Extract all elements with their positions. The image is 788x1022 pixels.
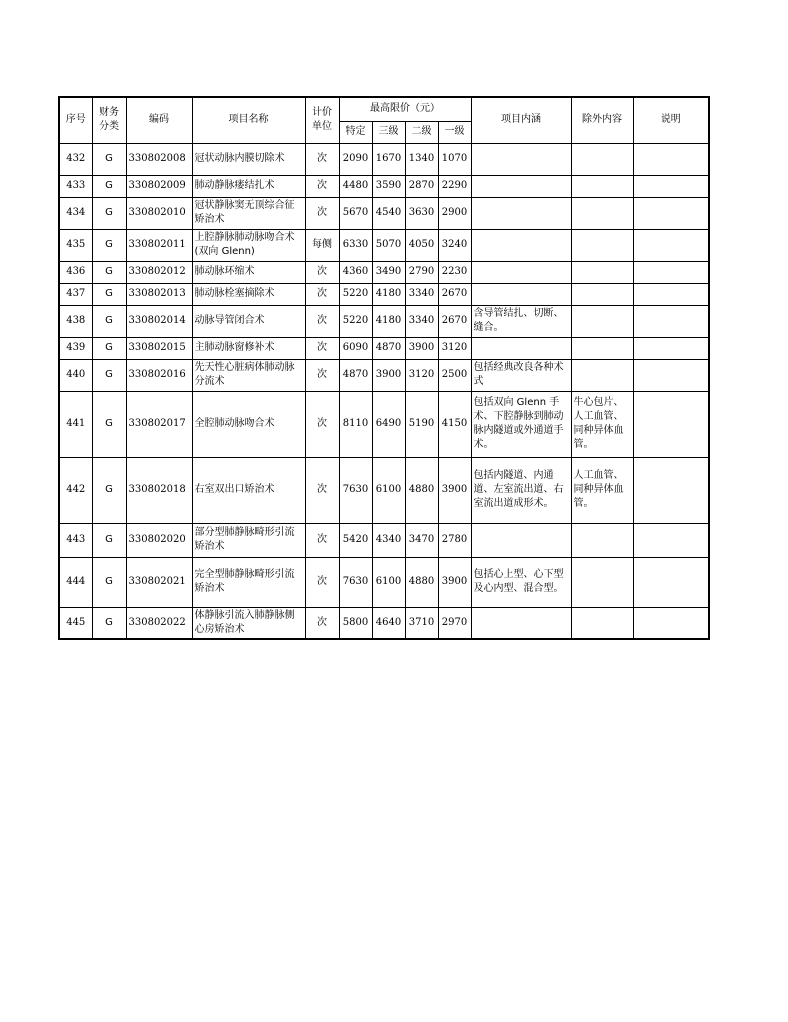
table-row	[59, 607, 709, 639]
cell-code: 330802011	[126, 229, 192, 261]
cell-unit: 次	[305, 337, 339, 359]
header-code: 编码	[126, 97, 192, 143]
header-row	[59, 97, 709, 121]
cell-price-level3: 4870	[372, 337, 405, 359]
cell-content: 包括双向 Glenn 手术、下腔静脉到肺动脉内隧道或外通道手术。	[471, 391, 571, 457]
cell-category: G	[92, 359, 126, 391]
cell-content: 含导管结扎、切断、缝合。	[471, 305, 571, 337]
cell-price-level2: 4880	[405, 457, 438, 523]
cell-name: 肺动脉栓塞摘除术	[192, 283, 305, 305]
cell-seq: 438	[59, 305, 92, 337]
cell-price-level3: 4180	[372, 305, 405, 337]
cell-name: 肺动静脉瘘结扎术	[192, 175, 305, 197]
cell-code: 330802015	[126, 337, 192, 359]
cell-seq: 432	[59, 143, 92, 175]
table-row	[59, 197, 709, 229]
header-content: 项目内涵	[471, 97, 571, 143]
cell-content: 包括心上型、心下型及心内型、混合型。	[471, 557, 571, 607]
cell-name: 体静脉引流入肺静脉侧心房矫治术	[192, 607, 305, 639]
cell-price-level3: 4540	[372, 197, 405, 229]
cell-content	[471, 229, 571, 261]
cell-seq: 434	[59, 197, 92, 229]
cell-price-level2: 2870	[405, 175, 438, 197]
cell-price-level3: 5070	[372, 229, 405, 261]
table-row	[59, 261, 709, 283]
header-level2: 二级	[405, 121, 438, 143]
cell-content	[471, 337, 571, 359]
cell-price-special: 5220	[339, 283, 372, 305]
cell-code: 330802020	[126, 523, 192, 557]
cell-price-level3: 4180	[372, 283, 405, 305]
cell-price-level1: 2500	[438, 359, 471, 391]
cell-category: G	[92, 523, 126, 557]
cell-note	[633, 359, 709, 391]
cell-code: 330802014	[126, 305, 192, 337]
cell-excluded	[571, 305, 633, 337]
header-level3: 三级	[372, 121, 405, 143]
cell-note	[633, 175, 709, 197]
cell-note	[633, 229, 709, 261]
cell-note	[633, 523, 709, 557]
cell-category: G	[92, 557, 126, 607]
cell-note	[633, 607, 709, 639]
cell-category: G	[92, 391, 126, 457]
cell-content	[471, 261, 571, 283]
cell-price-level1: 2290	[438, 175, 471, 197]
cell-price-level3: 1670	[372, 143, 405, 175]
cell-price-level1: 4150	[438, 391, 471, 457]
cell-excluded	[571, 175, 633, 197]
cell-code: 330802022	[126, 607, 192, 639]
cell-price-special: 4480	[339, 175, 372, 197]
cell-unit: 次	[305, 359, 339, 391]
cell-excluded	[571, 557, 633, 607]
cell-price-level3: 6100	[372, 457, 405, 523]
cell-excluded	[571, 337, 633, 359]
cell-content: 包括内隧道、内通道、左室流出道、右室流出道成形术。	[471, 457, 571, 523]
cell-excluded	[571, 283, 633, 305]
cell-note	[633, 261, 709, 283]
cell-note	[633, 143, 709, 175]
cell-seq: 436	[59, 261, 92, 283]
table-row	[59, 305, 709, 337]
cell-price-level1: 2900	[438, 197, 471, 229]
cell-category: G	[92, 197, 126, 229]
cell-price-special: 7630	[339, 457, 372, 523]
table-row	[59, 557, 709, 607]
cell-price-level3: 6490	[372, 391, 405, 457]
cell-code: 330802010	[126, 197, 192, 229]
cell-price-level1: 2670	[438, 305, 471, 337]
cell-excluded	[571, 143, 633, 175]
table-row	[59, 175, 709, 197]
cell-code: 330802018	[126, 457, 192, 523]
header-excluded: 除外内容	[571, 97, 633, 143]
cell-excluded	[571, 261, 633, 283]
cell-note	[633, 337, 709, 359]
cell-note	[633, 457, 709, 523]
cell-price-level1: 2230	[438, 261, 471, 283]
cell-category: G	[92, 229, 126, 261]
table-row	[59, 143, 709, 175]
header-special: 特定	[339, 121, 372, 143]
cell-price-level2: 1340	[405, 143, 438, 175]
cell-price-level3: 3490	[372, 261, 405, 283]
cell-code: 330802009	[126, 175, 192, 197]
cell-seq: 439	[59, 337, 92, 359]
cell-category: G	[92, 175, 126, 197]
cell-note	[633, 391, 709, 457]
cell-code: 330802017	[126, 391, 192, 457]
header-unit: 计价单位	[305, 97, 339, 143]
cell-price-special: 5420	[339, 523, 372, 557]
cell-content: 包括经典改良各种术式	[471, 359, 571, 391]
cell-price-level2: 3340	[405, 283, 438, 305]
cell-price-level1: 3120	[438, 337, 471, 359]
header-category: 财务分类	[92, 97, 126, 143]
cell-unit: 次	[305, 607, 339, 639]
cell-price-level1: 2780	[438, 523, 471, 557]
cell-price-level2: 2790	[405, 261, 438, 283]
cell-price-level1: 3240	[438, 229, 471, 261]
cell-price-special: 7630	[339, 557, 372, 607]
cell-price-level2: 3470	[405, 523, 438, 557]
cell-price-special: 5670	[339, 197, 372, 229]
cell-price-level2: 4880	[405, 557, 438, 607]
cell-note	[633, 305, 709, 337]
table-row	[59, 457, 709, 523]
cell-excluded	[571, 359, 633, 391]
cell-excluded: 牛心包片、人工血管、同种异体血管。	[571, 391, 633, 457]
cell-price-level1: 3900	[438, 557, 471, 607]
cell-name: 肺动脉环缩术	[192, 261, 305, 283]
cell-name: 完全型肺静脉畸形引流矫治术	[192, 557, 305, 607]
cell-price-level1: 2670	[438, 283, 471, 305]
cell-price-special: 5220	[339, 305, 372, 337]
cell-category: G	[92, 283, 126, 305]
header-note: 说明	[633, 97, 709, 143]
cell-name: 部分型肺静脉畸形引流矫治术	[192, 523, 305, 557]
cell-price-level1: 1070	[438, 143, 471, 175]
cell-price-level2: 3630	[405, 197, 438, 229]
cell-unit: 次	[305, 557, 339, 607]
cell-price-level2: 4050	[405, 229, 438, 261]
table-row	[59, 391, 709, 457]
table-row	[59, 359, 709, 391]
cell-name: 全腔肺动脉吻合术	[192, 391, 305, 457]
cell-unit: 次	[305, 305, 339, 337]
header-name: 项目名称	[192, 97, 305, 143]
cell-code: 330802012	[126, 261, 192, 283]
cell-note	[633, 197, 709, 229]
cell-unit: 次	[305, 143, 339, 175]
cell-category: G	[92, 143, 126, 175]
cell-excluded	[571, 607, 633, 639]
cell-price-level3: 4340	[372, 523, 405, 557]
table-row	[59, 283, 709, 305]
cell-code: 330802013	[126, 283, 192, 305]
cell-excluded	[571, 523, 633, 557]
cell-seq: 445	[59, 607, 92, 639]
cell-seq: 441	[59, 391, 92, 457]
cell-seq: 433	[59, 175, 92, 197]
cell-unit: 次	[305, 175, 339, 197]
cell-category: G	[92, 305, 126, 337]
cell-price-special: 4360	[339, 261, 372, 283]
cell-code: 330802008	[126, 143, 192, 175]
cell-unit: 次	[305, 523, 339, 557]
cell-excluded: 人工血管、同种异体血管。	[571, 457, 633, 523]
cell-name: 主肺动脉窗修补术	[192, 337, 305, 359]
cell-seq: 435	[59, 229, 92, 261]
header-level1: 一级	[438, 121, 471, 143]
cell-price-special: 5800	[339, 607, 372, 639]
cell-price-level2: 3710	[405, 607, 438, 639]
cell-code: 330802016	[126, 359, 192, 391]
table-row	[59, 229, 709, 261]
cell-content	[471, 523, 571, 557]
cell-seq: 440	[59, 359, 92, 391]
cell-name: 上腔静脉肺动脉吻合术(双向 Glenn)	[192, 229, 305, 261]
cell-content	[471, 197, 571, 229]
header-seq: 序号	[59, 97, 92, 143]
cell-name: 冠状静脉窦无顶综合征矫治术	[192, 197, 305, 229]
cell-content	[471, 283, 571, 305]
cell-name: 动脉导管闭合术	[192, 305, 305, 337]
cell-note	[633, 557, 709, 607]
cell-unit: 每侧	[305, 229, 339, 261]
cell-price-level2: 3120	[405, 359, 438, 391]
cell-category: G	[92, 457, 126, 523]
cell-note	[633, 283, 709, 305]
cell-category: G	[92, 337, 126, 359]
cell-price-special: 6090	[339, 337, 372, 359]
cell-excluded	[571, 197, 633, 229]
cell-unit: 次	[305, 391, 339, 457]
cell-excluded	[571, 229, 633, 261]
cell-price-level2: 3900	[405, 337, 438, 359]
cell-price-special: 8110	[339, 391, 372, 457]
cell-seq: 444	[59, 557, 92, 607]
cell-price-level2: 3340	[405, 305, 438, 337]
header-max-price: 最高限价（元）	[339, 97, 471, 121]
cell-unit: 次	[305, 197, 339, 229]
cell-price-level1: 2970	[438, 607, 471, 639]
cell-price-level3: 3590	[372, 175, 405, 197]
cell-seq: 443	[59, 523, 92, 557]
cell-name: 先天性心脏病体肺动脉分流术	[192, 359, 305, 391]
cell-price-level3: 3900	[372, 359, 405, 391]
cell-price-special: 4870	[339, 359, 372, 391]
cell-code: 330802021	[126, 557, 192, 607]
cell-content	[471, 607, 571, 639]
cell-price-level3: 4640	[372, 607, 405, 639]
table-row	[59, 523, 709, 557]
cell-price-level1: 3900	[438, 457, 471, 523]
cell-price-special: 2090	[339, 143, 372, 175]
cell-seq: 437	[59, 283, 92, 305]
cell-name: 冠状动脉内膜切除术	[192, 143, 305, 175]
cell-unit: 次	[305, 261, 339, 283]
cell-unit: 次	[305, 283, 339, 305]
price-table	[58, 96, 710, 640]
cell-content	[471, 143, 571, 175]
cell-unit: 次	[305, 457, 339, 523]
cell-seq: 442	[59, 457, 92, 523]
cell-category: G	[92, 607, 126, 639]
cell-price-special: 6330	[339, 229, 372, 261]
cell-price-level3: 6100	[372, 557, 405, 607]
table-row	[59, 337, 709, 359]
cell-price-level2: 5190	[405, 391, 438, 457]
cell-category: G	[92, 261, 126, 283]
cell-content	[471, 175, 571, 197]
cell-name: 右室双出口矫治术	[192, 457, 305, 523]
table-body	[59, 143, 709, 639]
